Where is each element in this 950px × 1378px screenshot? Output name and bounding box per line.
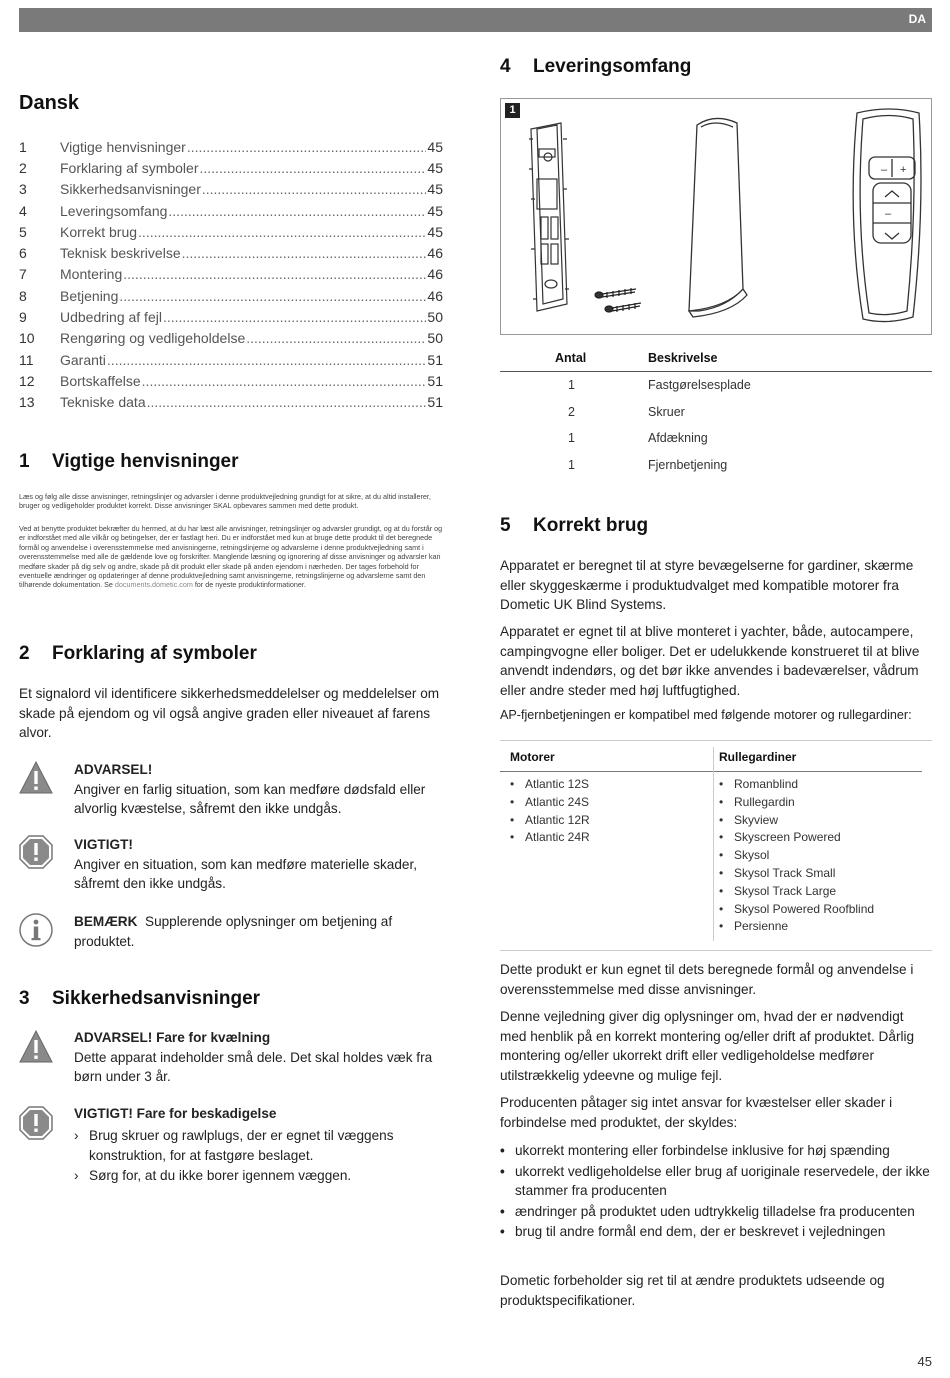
section-5-paragraph-5: Denne vejledning giver dig oplysninger om, hvad der er nødvendigt med henblik på en korrekt montering og/eller drift af produktet. Dårlig montering og/eller ukorrekt drift eller vedligeholdelse medfører utilstrækkelig ydeevne og mulige fejl. [500, 1009, 915, 1083]
blinds-list [719, 776, 919, 936]
toc-entry[interactable] [19, 242, 443, 263]
section-4-heading: 4 Leveringsomfang [500, 56, 692, 77]
screws-drawing [595, 288, 641, 312]
toc-label: Forklaring af symboler [60, 159, 199, 176]
table-of-contents [19, 136, 443, 413]
section-2-intro: Et signalord vil identificere sikkerhedsmeddelelser og meddelelser om skade på ejendom og vil også angive graden eller niveauet af farens alvor. [19, 686, 440, 740]
important-text: Angiver en situation, som kan medføre materielle skader, såfremt den ikke undgås. [74, 856, 418, 891]
remote-plus-label: + [900, 164, 907, 176]
toc-number: 2 [19, 159, 27, 176]
toc-entry[interactable] [19, 200, 443, 221]
list-item: • Skysol Powered Roofblind [719, 901, 919, 919]
table-divider [500, 371, 932, 372]
toc-page: 45 [427, 202, 443, 219]
toc-page: 45 [427, 159, 443, 176]
section-5-paragraph-6: Producenten påtager sig intet ansvar for kvæstelser eller skader i forbindelse med produktet, der skyldes: [500, 1095, 893, 1130]
toc-label: Tekniske data [60, 394, 146, 411]
toc-label: Udbedring af fejl [60, 309, 162, 326]
parts-qty-cell: 1 [568, 431, 575, 446]
toc-entry[interactable] [19, 306, 443, 327]
list-item: • Skysol [719, 847, 919, 865]
section-5-heading: 5 Korrekt brug [500, 515, 649, 536]
toc-entry[interactable] [19, 264, 443, 285]
section-5-paragraph-4: Dette produkt er kun egnet til dets beregnede formål og anvendelse i overensstemmelse med disse anvisninger. [500, 962, 914, 997]
list-item: • Atlantic 24S [510, 794, 705, 812]
toc-entry[interactable] [19, 328, 443, 349]
toc-number: 5 [19, 223, 27, 240]
list-item: • brug til andre formål end dem, der er beskrevet i vejledningen [500, 1222, 932, 1242]
list-item: • ukorrekt montering eller forbindelse inklusive for høj spænding [500, 1141, 932, 1161]
parts-desc-cell: Fastgørelsesplade [648, 378, 751, 392]
col-desc-header: Beskrivelse [648, 351, 718, 365]
info-icon [18, 912, 54, 948]
section-3-heading: 3 Sikkerhedsanvisninger [19, 988, 261, 1009]
toc-page: 46 [427, 287, 443, 304]
parts-qty-cell: 2 [568, 404, 575, 419]
toc-page: 45 [427, 223, 443, 240]
damage-important-heading: VIGTIGT! Fare for beskadigelse [74, 1106, 277, 1121]
section-5-paragraph-1: Apparatet er beregnet til at styre bevægelserne for gardiner, skærme eller skyggeskærme i produktudvalget med kompatible motorer fra Dometic UK Blind Systems. [500, 558, 914, 612]
toc-leader [119, 288, 426, 304]
list-item: • Romanblind [719, 776, 919, 794]
toc-page: 50 [427, 309, 443, 326]
list-item: • Rullegardin [719, 794, 919, 812]
list-item: › Brug skruer og rawlplugs, der er egnet til væggens konstruktion, for at fastgøre beslaget. [74, 1126, 446, 1165]
cover-drawing [689, 118, 747, 317]
list-item: • Persienne [719, 918, 919, 936]
toc-number: 7 [19, 266, 27, 283]
toc-label: Betjening [60, 287, 119, 304]
toc-label: Rengøring og vedligeholdelse [60, 330, 246, 347]
table-bottom-line [500, 950, 932, 951]
parts-qty-cell: 1 [568, 458, 575, 473]
toc-entry[interactable] [19, 392, 443, 413]
toc-number: 9 [19, 309, 27, 326]
product-parts-illustration [501, 99, 931, 334]
toc-leader [182, 245, 427, 261]
toc-page: 45 [427, 181, 443, 198]
section-5-paragraph-2: Apparatet er egnet til at blive monteret i yachter, både, autocampere, campingvogne eller boliger. Det er udelukkende konstrueret til at blive anvendt indendørs, og det bør ikke anvendes i badeværelser, vådrum eller andre steder med høj luftfugtighed. [500, 624, 920, 698]
toc-label: Teknisk beskrivelse [60, 245, 181, 262]
col-qty-header: Antal [555, 351, 587, 365]
list-item: • Skyview [719, 812, 919, 830]
delivery-scope-figure [500, 98, 932, 335]
list-item: › Sørg for, at du ikke borer igennem væggen. [74, 1166, 446, 1186]
documents-link[interactable]: documents.dometic.com [114, 580, 193, 590]
toc-leader [142, 373, 427, 389]
section-5-paragraph-3: AP-fjernbetjeningen er kompatibel med følgende motorer og rullegardiner: [500, 708, 912, 722]
toc-number: 11 [19, 351, 34, 368]
toc-label: Montering [60, 266, 123, 283]
warning-title: ADVARSEL! [74, 762, 153, 777]
warning-triangle-icon [18, 760, 54, 796]
toc-number: 12 [19, 372, 35, 389]
damage-important-title [74, 1104, 446, 1124]
toc-number: 1 [19, 138, 27, 155]
toc-page: 51 [427, 351, 443, 368]
toc-entry[interactable] [19, 370, 443, 391]
toc-page: 51 [427, 372, 443, 389]
section-1-paragraph-1: Læs og følg alle disse anvisninger, retningslinjer og advarsler i denne produktvejledning grundigt for at sikre, at du altid installerer, bruger og vedligeholder produktet korrekt. Disse anvisninger SKAL opbevares sammen med dette produkt. [19, 492, 431, 511]
warning-triangle-icon [18, 1029, 54, 1065]
toc-page: 45 [427, 138, 443, 155]
table-top-line [500, 740, 932, 741]
toc-number: 4 [19, 202, 27, 219]
liability-causes-list [500, 1141, 932, 1243]
toc-entry[interactable] [19, 157, 443, 178]
toc-number: 13 [19, 394, 35, 411]
toc-leader [147, 394, 427, 410]
remote-stop-label: – [885, 208, 892, 220]
list-item: • Atlantic 24R [510, 829, 705, 847]
toc-label: Leveringsomfang [60, 202, 168, 219]
toc-entry[interactable] [19, 349, 443, 370]
col-motors-header: Motorer [510, 750, 555, 764]
toc-number: 8 [19, 287, 27, 304]
page-title: Dansk [19, 92, 80, 114]
section-1-paragraph-2: Ved at benytte produktet bekræfter du hermed, at du har læst alle anvisninger, retningslinjer og advarsler grundigt, og at du forstår og er indforstået med alle vilkår og betingelser, der er fastlagt heri. Du er indforstået med kun at bruge dette produkt til det beregnede formål og anvendelse i overensstemmelse med anvisningerne, retningslinjerne og advarslerne i denne produktvejledning samt i overensstemmelse med alle de gældende love og forskrifter. Manglende læsning og ignorering af disse anvisninger og advarsler kan medføre skader på dig selv og andre, skade på dit produkt eller skade på anden ejendom i nærheden. Der tages forbehold for eventuelle ændringer og opdateringer af denne produktvejledning samt anvisningerne, retningslinjerne og advarslerne samt den tilhørende dokumentation. Se documents.dometic.com for de nyeste produktinformationer. [19, 524, 443, 590]
toc-leader [200, 160, 427, 176]
section-2-heading: 2 Forklaring af symboler [19, 643, 257, 664]
suffocation-warning [74, 1028, 446, 1087]
toc-leader [168, 203, 426, 219]
col-blinds-header: Rullegardiner [719, 750, 797, 764]
important-title: VIGTIGT! [74, 837, 133, 852]
toc-leader [187, 139, 427, 155]
toc-entry[interactable] [19, 179, 443, 200]
list-item: • ukorrekt vedligeholdelse eller brug af uoriginale reservedele, der ikke stammer fra producenten [500, 1162, 932, 1201]
important-octagon-icon [18, 834, 54, 870]
parts-desc-cell: Skruer [648, 404, 685, 419]
toc-label: Bortskaffelse [60, 372, 141, 389]
list-item: • ændringer på produktet uden udtrykkelig tilladelse fra producenten [500, 1202, 932, 1222]
warning-text: Angiver en farlig situation, som kan medføre dødsfald eller alvorlig kvæstelse, såfremt den ikke undgås. [74, 781, 426, 816]
header-bar [19, 8, 932, 32]
section-1-heading: 1 Vigtige henvisninger [19, 451, 239, 472]
motors-list [510, 776, 705, 847]
toc-page: 46 [427, 266, 443, 283]
toc-label: Sikkerhedsanvisninger [60, 181, 201, 198]
toc-leader [163, 309, 426, 325]
list-item: • Atlantic 12R [510, 812, 705, 830]
toc-leader [202, 181, 427, 197]
toc-leader [123, 266, 426, 282]
toc-number: 10 [19, 330, 35, 347]
parts-qty-cell: 1 [568, 378, 575, 392]
toc-entry[interactable] [19, 285, 443, 306]
toc-label: Korrekt brug [60, 223, 138, 240]
toc-leader [246, 330, 426, 346]
page-number: 45 [917, 1354, 932, 1369]
language-badge: DA [908, 12, 926, 26]
toc-entry[interactable] [19, 136, 443, 157]
toc-leader [107, 352, 427, 368]
toc-number: 3 [19, 181, 27, 198]
list-item: • Atlantic 12S [510, 776, 705, 794]
toc-page: 51 [427, 394, 443, 411]
damage-instructions-list [74, 1126, 446, 1187]
toc-label: Vigtige henvisninger [60, 138, 186, 155]
parts-desc-cell: Fjernbetjening [648, 458, 728, 473]
important-note [74, 835, 446, 894]
list-item: • Skysol Track Large [719, 883, 919, 901]
table-divider [500, 771, 922, 772]
important-octagon-icon [18, 1105, 54, 1141]
mounting-plate-drawing [529, 123, 569, 311]
parts-desc-cell: Afdækning [648, 431, 708, 446]
toc-page: 46 [427, 245, 443, 262]
section-5-paragraph-7: Dometic forbeholder sig ret til at ændre produktets udseende og produktspecifikationer. [500, 1273, 885, 1308]
note-title: BEMÆRK [74, 914, 138, 929]
suffocation-warning-text: Dette apparat indeholder små dele. Det skal holdes væk fra børn under 3 år. [74, 1049, 433, 1084]
remote-minus-label: – [881, 164, 888, 176]
toc-leader [138, 224, 426, 240]
toc-page: 50 [427, 330, 443, 347]
list-item: • Skysol Track Small [719, 865, 919, 883]
suffocation-warning-title: ADVARSEL! Fare for kvælning [74, 1030, 271, 1045]
toc-entry[interactable] [19, 221, 443, 242]
toc-label: Garanti [60, 351, 106, 368]
figure-label: 1 [505, 103, 520, 118]
column-separator [713, 747, 714, 941]
note-block [74, 912, 446, 951]
list-item: • Skyscreen Powered [719, 829, 919, 847]
toc-number: 6 [19, 245, 27, 262]
warning-note [74, 760, 446, 819]
note-text: Supplerende oplysninger om betjening af produktet. [74, 914, 393, 949]
